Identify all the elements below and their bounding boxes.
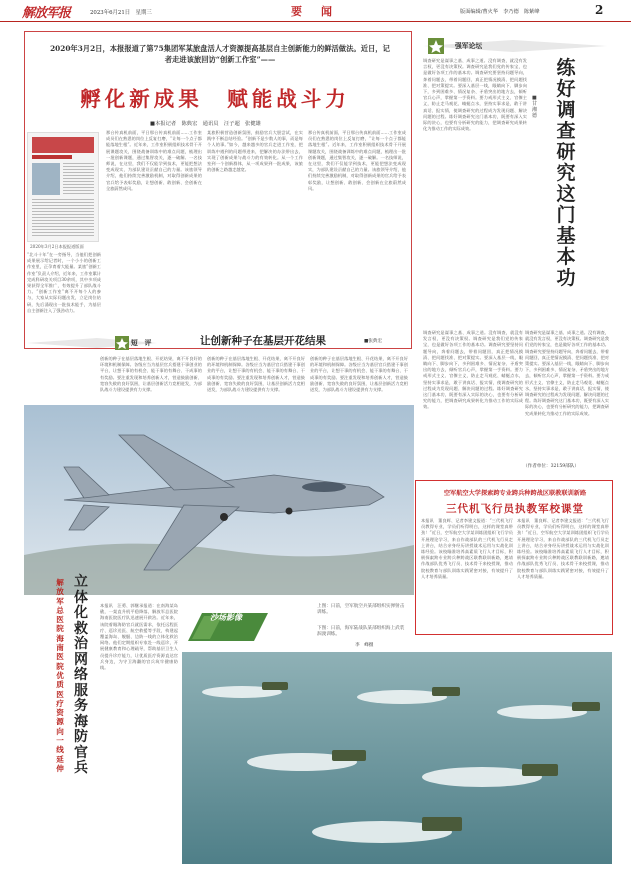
forum-banner — [423, 36, 607, 56]
page-number: 2 — [595, 3, 604, 17]
lead-article-body-col2: 那台传真机前面，平日那台传真机前面……工作室成员们在熟悉的岗位上反复打磨，“让每一个点子都能落地生根”。近年来，工作室积极组织技术骨干开展课题攻关，围绕战备训练中的难点问题，梳理出一批创新课题，通过集智攻关，逐一破解。一名技师说，在这里，我们不仅能学到技术，更能把想法变成现实，为部队建设贡献自己的力量。该旅领导介绍，他们持续完善激励机制，对取得创新成果的官兵给予表彰奖励，让想创新、敢创新、会创新在全旅蔚然成风。 — [106, 130, 202, 191]
military-article-subtitle: 空军航空大学探索跨专业跨兵种跨战区联教联训新路 — [443, 490, 587, 497]
short-item-body-col1: 创新的种子在基层落地生根、开花结果，离不开良好的环境和机制保障。各级应当为基层官兵搭建干事创业的平台，让想干事的有机会、能干事的有舞台、干成事的有奖励。要注重发现和培养创新人才，营造鼓励创新、宽容失败的良好氛围，让基层创新活力竞相迸发，为部队战斗力建设提供有力支撑。 — [100, 356, 202, 393]
archive-page-photo — [27, 132, 99, 242]
forum-author: ■甘湘德 — [532, 95, 538, 119]
lead-article-body-col4: 那台传真机前面，平日那台传真机前面……工作室成员们在熟悉的岗位上反复打磨，“让每一个点子都能落地生根”。近年来，工作室积极组织技术骨干开展课题攻关，围绕战备训练中的难点问题，梳理出一批创新课题，通过集智攻关，逐一破解。一名技师说，在这里，我们不仅能学到技术，更能把想法变成现实，为部队建设贡献自己的力量。该旅领导介绍，他们持续完善激励机制，对取得创新成果的官兵给予表彰奖励，让想创新、敢创新、会创新在全旅蔚然成风。 — [308, 130, 406, 191]
military-article-body-col2: 本报讯 董良辉、记者李建文报道：“三代机飞行员教得专业，学员们听得明白，这样的课堂真带劲！”近日，空军航空大学某训练团组织飞行学员开展理论学习，来自作战部队的三代机飞行员走上讲台，结合亲身经历讲授战术运用与实战化训练经验。该校瞄准培养高素质飞行人才目标，积极探索跨专业跨兵种跨战区联教联训新路，邀请作战部队优秀飞行员、技术骨干来校授课，推动院校教育与部队训练实践紧密对接，有效提升了人才培养质量。 — [517, 518, 609, 579]
forum-body-col2: 调查研究是谋事之基、成事之道。没有调查，就没有发言权，更没有决策权。调查研究是我们党的传家宝，也是做好各项工作的基本功。调查研究要坚持问题导向，奔着问题去，带着问题回，真正把情况摸清、把问题找准、把对策提实。要深入基层一线，眼睛向下、脚步向下，多到困难多、情况复杂、矛盾突出的地方去，倾听官兵心声，掌握第一手资料。要力戒形式主义、官僚主义，防止走马观花、蜻蜓点水，坚持实事求是，敢于讲真话、报实情，使调查研究的过程成为发现问题、解决问题的过程。练好调查研究这门基本功，既要有深入实际的决心，也要有分析研究的能力，把调查研究成果转化为推动工作的实际成效。 — [423, 330, 523, 410]
forum-body-col1: 调查研究是谋事之基、成事之道。没有调查，就没有发言权，更没有决策权。调查研究是我们党的传家宝，也是做好各项工作的基本功。调查研究要坚持问题导向，奔着问题去，带着问题回，真正把情况摸清、把问题找准、把对策提实。要深入基层一线，眼睛向下、脚步向下，多到困难多、情况复杂、矛盾突出的地方去，倾听官兵心声，掌握第一手资料。要力戒形式主义、官僚主义，防止走马观花、蜻蜓点水，坚持实事求是，敢于讲真话、报实情，使调查研究的过程成为发现问题、解决问题的过程。练好调查研究这门基本功，既要有深入实际的决心，也要有分析研究的能力，把调查研究成果转化为推动工作的实际成效。 — [423, 58, 527, 132]
short-item-byline: ■张典宏 — [364, 339, 383, 344]
military-article-body-col1: 本报讯 董良辉、记者李建文报道：“三代机飞行员教得专业，学员们听得明白，这样的课堂真带劲！”近日，空军航空大学某训练团组织飞行学员开展理论学习，来自作战部队的三代机飞行员走上讲台，结合亲身经历讲授战术运用与实战化训练经验。该校瞄准培养高素质飞行人才目标，积极探索跨专业跨兵种跨战区联教联训新路，邀请作战部队优秀飞行员、技术骨干来校授课，推动院校教育与部队训练实践紧密对接，有效提升了人才培养质量。 — [421, 518, 513, 579]
forum-body-col3: 调查研究是谋事之基、成事之道。没有调查，就没有发言权，更没有决策权。调查研究是我们党的传家宝，也是做好各项工作的基本功。调查研究要坚持问题导向，奔着问题去，带着问题回，真正把情况摸清、把问题找准、把对策提实。要深入基层一线，眼睛向下、脚步向下，多到困难多、情况复杂、矛盾突出的地方去，倾听官兵心声，掌握第一手资料。要力戒形式主义、官僚主义，防止走马观花、蜻蜓点水，坚持实事求是，敢于讲真话、报实情，使调查研究的过程成为发现问题、解决问题的过程。练好调查研究这门基本功，既要有深入实际的决心，也要有分析研究的能力，把调查研究成果转化为推动工作的实际成效。 — [525, 330, 609, 416]
short-item-title: 让创新种子在基层开花结果 — [200, 335, 326, 347]
lead-article-pretitle: 2020年3月2日，本报报道了第75集团军某旅盘活人才资源提高基层自主创新能力的鲜活做法。近日，记者走进该旅回访“创新工作室”—— — [50, 44, 390, 64]
short-item-tag: 短 评 — [131, 339, 152, 347]
photo-caption-top: 上图：日前，空军航空兵某部组织实弹射击训练。 — [317, 604, 405, 615]
hospital-article-subtitle: 解放军总医院海南医院优质医疗资源向一线延伸 — [56, 578, 64, 773]
forum-author-unit: （作者单位：32159部队） — [523, 464, 579, 469]
lead-article-byline: ■本报记者 陈典宏 通讯员 汪子超 张健雄 — [150, 121, 261, 127]
archive-photo-caption: 2020年3月2日本报报道版面 — [30, 244, 84, 249]
photo-caption-bottom: 下图：日前，海军陆战队某部组织海上武装泅渡训练。 — [317, 626, 405, 637]
short-item-body-col2: 创新的种子在基层落地生根、开花结果，离不开良好的环境和机制保障。各级应当为基层官兵搭建干事创业的平台，让想干事的有机会、能干事的有舞台、干成事的有奖励。要注重发现和培养创新人才，营造鼓励创新、宽容失败的良好氛围，让基层创新活力竞相迸发，为部队战斗力建设提供有力支撑。 — [207, 356, 305, 393]
hospital-article-body-col1: 本报讯 汪勇、郭继承报道：在南海某岛礁，一架直升机平稳降落，解放军总医院海南医院医疗队迅速展开救治。近年来，该院着眼海防官兵就医需求，依托远程医疗、巡诊送医、航空救援等手段，构建起覆盖海岛、舰艇、边防一线的立体化救治网络。他们定期组织专家赴一线巡诊，开展健康教育和心理疏导，帮助基层卫生人员提升诊疗能力，让优质医疗资源直达官兵身边，为守卫海疆的官兵筑牢健康防线。 — [100, 603, 178, 671]
photo-credit: 李 峰摄 — [355, 643, 374, 648]
short-item-body-col3: 创新的种子在基层落地生根、开花结果，离不开良好的环境和机制保障。各级应当为基层官兵搭建干事创业的平台，让想干事的有机会、能干事的有舞台、干成事的有奖励。要注重发现和培养创新人才，营造鼓励创新、宽容失败的良好氛围，让基层创新活力竞相迸发，为部队战斗力建设提供有力支撑。 — [310, 356, 408, 393]
amphibious-vehicles-photo — [182, 652, 612, 864]
lead-article-body-col3: 某旅积极营造创新氛围，鼓励官兵大胆尝试，在实践中不断总结经验。“创新不是少数人的事，而是每个人的事。”如今，越来越多的官兵走进工作室，把训练中遇到的问题带进来，把解决的办法带出去，实现了创新成果与战斗力的有效转化。从一个工作室到一个创新群体，从一项成果到一批成果，该旅的创新之路越走越宽。 — [207, 130, 303, 173]
hospital-article-title: 立体化救治网络服务海防官兵 — [74, 574, 88, 776]
section-title: 要 闻 — [291, 5, 336, 18]
lead-article-body-col1: “北斗十年”在一旁指导，当他们把创新成果展示给记者时，一个小小的创新工作室里，正孕育着大能量。某旅“创新工作室”负责人介绍，近年来，工作室累计完成科研攻关项目30余项，其中多项成果获得全军推广，有效提升了部队战斗力。“创新工作室”离不开每个人的参与，大家从实际问题出发，立足岗位钻研，先后涌现出一批技术能手，为基层自主创新注入了强劲动力。 — [27, 252, 101, 313]
forum-tag: 强军论坛 — [455, 42, 483, 50]
lead-article-title: 孵化新成果 赋能战斗力 — [80, 87, 350, 111]
fighter-jet-photo — [24, 405, 414, 595]
issue-date: 2023年6月21日 星期三 — [90, 10, 152, 16]
military-article-title: 三代机飞行员执教军校课堂 — [446, 503, 584, 515]
photo-feature-tag: 沙场影像 — [210, 612, 242, 622]
masthead: 解放军报 — [22, 6, 71, 21]
page-editors: 版面编辑/曹火华 李乃德 陈紫峰 — [460, 9, 540, 15]
forum-title: 练好调查研究这门基本功 — [556, 57, 576, 289]
